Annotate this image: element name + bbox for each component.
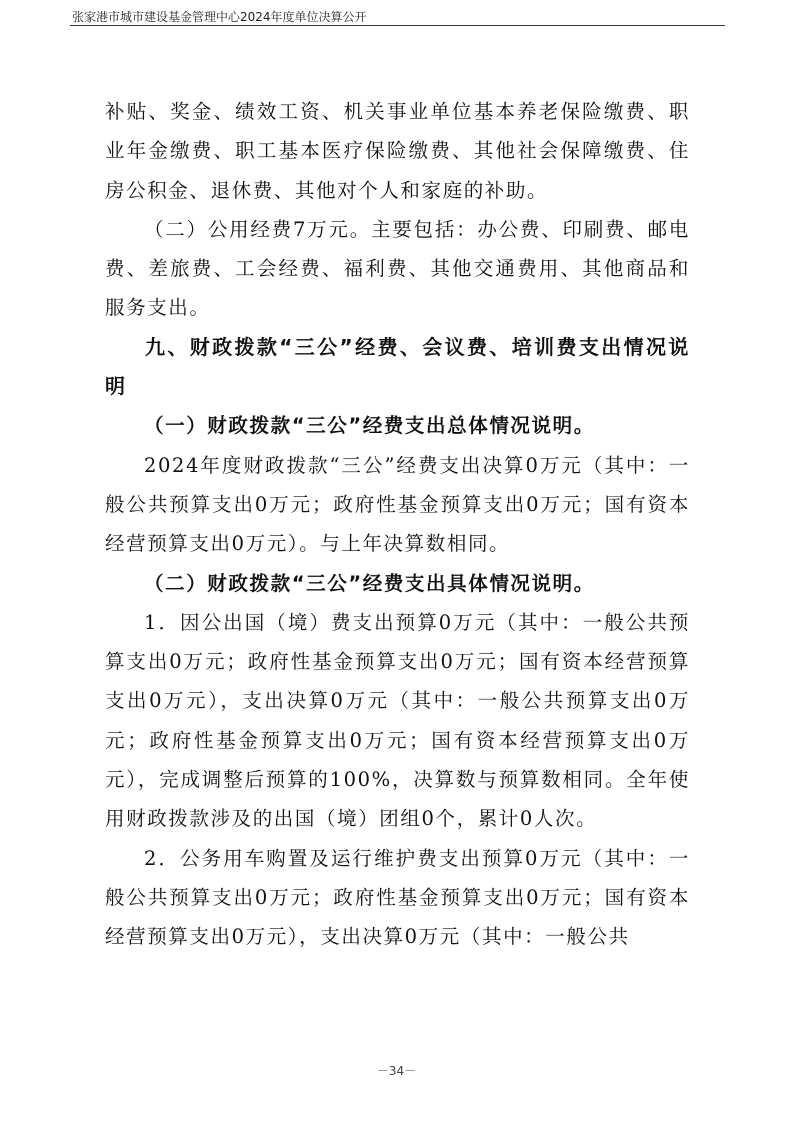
paragraph-overall: 2024年度财政拨款“三公”经费支出决算0万元（其中：一般公共预算支出0万元；政府性基金预算支出0万元；国有资本经营预算支出0万元）。与上年决算数相同。 (105, 453, 690, 556)
page-number: －34－ (376, 1064, 417, 1078)
document-body (105, 92, 690, 957)
paragraph-official-vehicles: 2．公务用车购置及运行维护费支出预算0万元（其中：一般公共预算支出0万元；政府性基金预算支出0万元；国有资本经营预算支出0万元），支出决算0万元（其中：一般公共 (105, 846, 690, 949)
subsection-heading-specific: （二）财政拨款“三公”经费支出具体情况说明。 (144, 571, 595, 595)
paragraph-overseas-travel: 1．因公出国（境）费支出预算0万元（其中：一般公共预算支出0万元；政府性基金预算支出0万元；国有资本经营预算支出0万元），支出决算0万元（其中：一般公共预算支出0万元；政府性基金预算支出0万元；国有资本经营预算支出0万元），完成调整后预算的100%，决算数与预算数相同。全年使用财政拨款涉及的出国（境）团组0个，累计0人次。 (105, 610, 690, 831)
paragraph-continuation: 补贴、奖金、绩效工资、机关事业单位基本养老保险缴费、职业年金缴费、职工基本医疗保险缴费、其他社会保障缴费、住房公积金、退休费、其他对个人和家庭的补助。 (105, 100, 690, 202)
subsection-heading-overall: （一）财政拨款“三公”经费支出总体情况说明。 (144, 414, 595, 438)
section-heading-nine: 九、财政拨款“三公”经费、会议费、培训费支出情况说明 (105, 334, 690, 399)
document-header: 张家港市城市建设基金管理中心2024年度单位决算公开 (72, 10, 367, 24)
paragraph-public-expenses: （二）公用经费7万元。主要包括：办公费、印刷费、邮电费、差旅费、工会经费、福利费、其他交通费用、其他商品和服务支出。 (105, 217, 690, 320)
header-divider (70, 25, 725, 26)
